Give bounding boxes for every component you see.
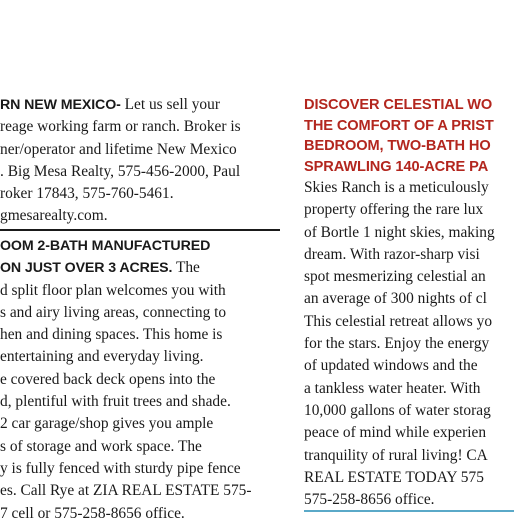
listing-manufactured-home <box>0 235 282 525</box>
body-text: 2 car garage/shop gives you ample <box>0 415 214 433</box>
text-line <box>0 161 282 183</box>
body-text: e covered back deck opens into the <box>0 370 216 388</box>
body-text: roker 17843, 575-760-5461. <box>0 185 174 203</box>
text-line <box>0 436 282 458</box>
listing-headline <box>304 95 512 177</box>
body-line: spot mesmerizing celestial an <box>304 268 486 286</box>
text-line <box>0 183 282 205</box>
body-text: hen and dining spaces. This home is <box>0 326 223 344</box>
body-text: ner/operator and lifetime New Mexico <box>0 140 237 158</box>
listing-celestial-ranch <box>304 95 512 511</box>
body-line: a tankless water heater. With <box>304 379 481 397</box>
headline-line: BEDROOM, TWO-BATH HO <box>304 138 491 154</box>
text-line <box>0 205 282 227</box>
body-text: gmesarealty.com. <box>0 207 108 225</box>
body-text: d split floor plan welcomes you with <box>0 281 226 299</box>
right-column <box>304 0 512 512</box>
body-text: s and airy living areas, connecting to <box>0 303 227 321</box>
text-line <box>0 391 282 413</box>
text-line <box>0 235 282 257</box>
body-text: y is fully fenced with sturdy pipe fence <box>0 459 241 477</box>
listing-body <box>304 177 512 511</box>
body-line: 10,000 gallons of water storag <box>304 401 491 419</box>
body-line: of Bortle 1 night skies, making <box>304 223 495 241</box>
listing-heading: OOM 2-BATH MANUFACTURED <box>0 238 211 254</box>
body-line: of updated windows and the <box>304 357 478 375</box>
body-text: d, plentiful with fruit trees and shade. <box>0 393 231 411</box>
body-line: dream. With razor-sharp visi <box>304 245 480 263</box>
body-text: reage working farm or ranch. Broker is <box>0 118 241 136</box>
text-line <box>0 324 282 346</box>
section-rule <box>304 510 514 512</box>
body-line: 575-258-8656 office. <box>304 491 435 509</box>
headline-line: THE COMFORT OF A PRIST <box>304 117 494 134</box>
body-line: peace of mind while experien <box>304 424 487 442</box>
body-text: . Big Mesa Realty, 575-456-2000, Paul <box>0 162 241 180</box>
text-line <box>0 302 282 324</box>
body-line: property offering the rare lux <box>304 201 484 219</box>
text-line <box>0 280 282 302</box>
text-line <box>0 94 282 116</box>
body-line: Skies Ranch is a meticulously <box>304 179 489 196</box>
body-text: The <box>172 259 200 277</box>
body-text: es. Call Rye at ZIA REAL ESTATE 575- <box>0 482 252 500</box>
text-line <box>0 480 282 502</box>
body-line: tranquility of rural living! CA <box>304 446 488 464</box>
body-text: s of storage and work space. The <box>0 437 202 455</box>
body-text: 7 cell or 575-258-8656 office. <box>0 504 185 522</box>
text-line <box>0 116 282 138</box>
text-line <box>0 257 282 279</box>
body-line: REAL ESTATE TODAY 575 <box>304 468 484 486</box>
listing-divider <box>0 229 280 231</box>
text-line <box>0 369 282 391</box>
text-line <box>0 139 282 161</box>
text-line <box>0 503 282 525</box>
body-line: for the stars. Enjoy the energy <box>304 335 490 353</box>
headline-line: SPRAWLING 140-ACRE PA <box>304 158 489 175</box>
text-line <box>0 458 282 480</box>
text-line <box>0 346 282 368</box>
body-text: entertaining and everyday living. <box>0 348 204 366</box>
body-text: Let us sell your <box>120 96 220 113</box>
text-line <box>0 413 282 435</box>
body-line: an average of 300 nights of cl <box>304 290 487 308</box>
headline-line: DISCOVER CELESTIAL WO <box>304 97 493 113</box>
listing-heading: RN NEW MEXICO- <box>0 97 121 113</box>
listing-heading: ON JUST OVER 3 ACRES. <box>0 260 173 277</box>
body-line: This celestial retreat allows yo <box>304 312 493 330</box>
listing-farm-ranch <box>0 94 282 228</box>
